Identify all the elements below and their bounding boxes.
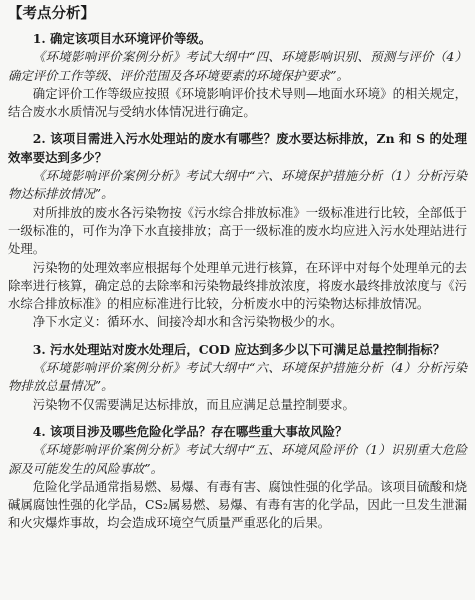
clean-water-definition: 净下水定义：循环水、间接冷却水和含污染物极少的水。	[32, 314, 343, 330]
section-heading: 【考点分析】	[8, 5, 95, 22]
question-1: 1. 确定该项目水环境评价等级。	[32, 31, 212, 46]
analysis-item-2	[8, 130, 467, 331]
syllabus-citation-2: 《环境影响评价案例分析》考试大纲中“六、环境保护措施分析（1）分析污染物达标排放情况”。	[8, 168, 467, 202]
analysis-item-1	[8, 30, 467, 121]
analysis-item-4	[8, 423, 467, 533]
question-3: 3. 污水处理站对废水处理后，COD 应达到多少以下可满足总量控制指标？	[32, 341, 446, 357]
syllabus-citation-4: 《环境影响评价案例分析》考试大纲中“五、环境风险评价（1）识别重大危险源及可能发生的风险事故”。	[8, 442, 467, 476]
explanation-1-paragraph: 确定评价工作等级应按照《环境影响评价技术导则—地面水环境》的相关规定，结合废水水质情况与受纳水体情况进行确定。	[8, 85, 467, 120]
syllabus-citation-1: 《环境影响评价案例分析》考试大纲中“四、环境影响识别、预测与评价（4）确定评价工作等级、评价范围及各环境要素的环境保护要求”。	[8, 49, 467, 83]
question-2: 2. 该项目需进入污水处理站的废水有哪些？废水要达标排放，Zn 和 S 的处理效率要达到多少？	[8, 131, 467, 165]
explanation-2-paragraph-2: 污染物的处理效率应根据每个处理单元进行核算，在环评中对每个处理单元的去除率进行核算，确定总的去除率和污染物最终排放浓度，将废水最终排放浓度与《污水综合排放标准》的相应标准进行比较，分析废水中的污染物达标排放情况。	[8, 259, 467, 312]
syllabus-citation-3: 《环境影响评价案例分析》考试大纲中“六、环境保护措施分析（4）分析污染物排放总量情况”。	[8, 360, 467, 394]
explanation-3-paragraph: 污染物不仅需要满足达标排放，而且应满足总量控制要求。	[32, 396, 355, 412]
explanation-2-paragraph-1: 对所排放的废水各污染物按《污水综合排放标准》一级标准进行比较，全部低于一级标准的，可作为净下水直接排放；高于一级标准的废水均应进入污水处理站进行处理。	[8, 204, 467, 257]
analysis-item-3	[8, 341, 467, 414]
explanation-4-paragraph: 危险化学品通常指易燃、易爆、有毒有害、腐蚀性强的化学品。该项目硫酸和烧碱属腐蚀性强的化学品，CS₂属易燃、易爆、有毒有害的化学品，因此一旦发生泄漏和火灾爆炸事故，均会造成环境空气质量严重恶化的后果。	[8, 478, 467, 531]
question-4: 4. 该项目涉及哪些危险化学品？存在哪些重大事故风险？	[32, 423, 348, 439]
